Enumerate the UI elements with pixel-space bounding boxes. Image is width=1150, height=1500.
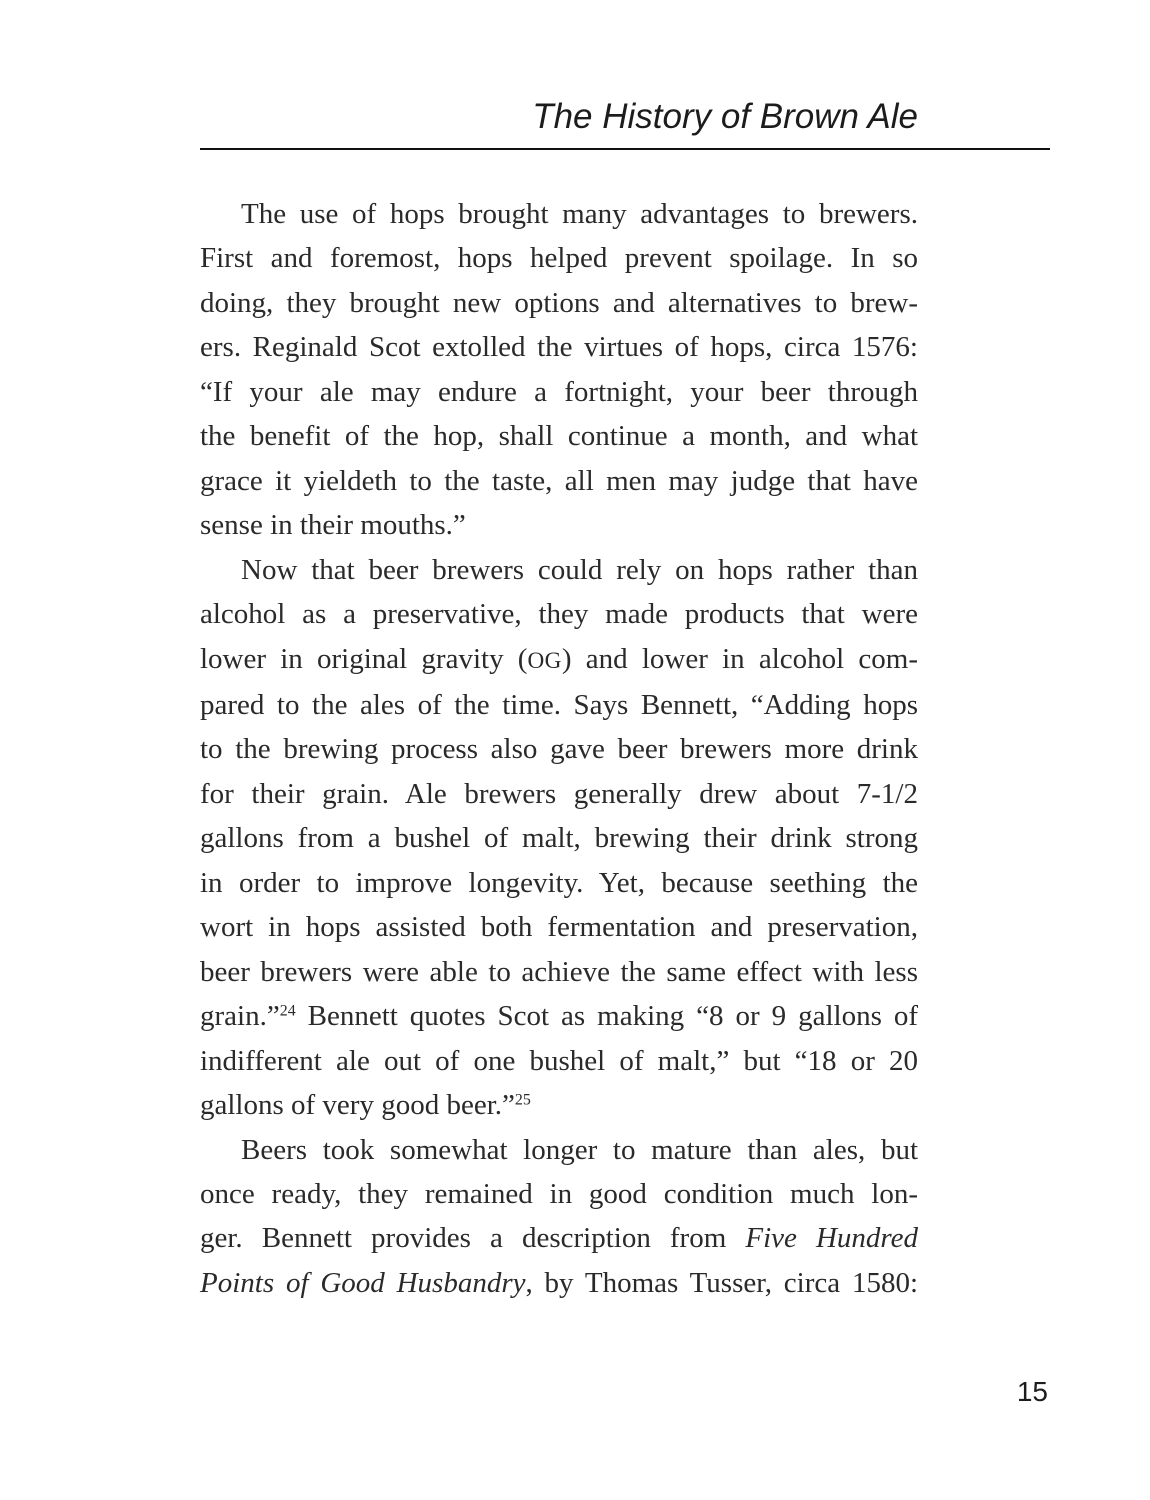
running-head: The History of Brown Ale: [532, 97, 918, 136]
text-line: ers. Reginald Scot extolled the virtues of hops, circa 1576:: [200, 331, 918, 364]
text-line: once ready, they remained in good condition much lon-: [200, 1177, 918, 1210]
text-line: in order to improve longevity. Yet, because seething the: [200, 866, 918, 899]
text-line: the benefit of the hop, shall continue a month, and what: [200, 420, 918, 453]
text-line: [200, 1083, 918, 1127]
text-line: [200, 994, 918, 1038]
text-run: ger. Bennett provides a description from: [200, 1222, 746, 1255]
text-line: Now that beer brewers could rely on hops rather than: [241, 553, 918, 586]
page-number: 15: [1016, 1376, 1048, 1407]
body-text: [200, 192, 918, 1305]
text-line: for their grain. Ale brewers generally drew about 7-1/2: [200, 777, 918, 810]
footnote-ref: 24: [279, 1002, 296, 1020]
paragraph: [200, 1128, 918, 1306]
text-line: First and foremost, hops helped prevent spoilage. In so: [200, 242, 918, 275]
text-line: indifferent ale out of one bushel of malt,” but “18 or 20: [200, 1044, 918, 1077]
text-line: sense in their mouths.”: [200, 509, 466, 542]
text-line: wort in hops assisted both fermentation and preservation,: [200, 911, 918, 944]
header-rule: [200, 148, 1050, 150]
text-line: gallons from a bushel of malt, brewing their drink strong: [200, 822, 918, 855]
text-line: [200, 637, 918, 683]
paragraph: [200, 192, 918, 548]
book-title-italic: Five Hundred: [745, 1222, 918, 1255]
text-line: beer brewers were able to achieve the same effect with less: [200, 955, 918, 988]
text-run: grain.”: [200, 1000, 280, 1033]
paragraph: [200, 548, 918, 1128]
text-run: ) and lower in alcohol com-: [561, 642, 919, 675]
text-line: doing, they brought new options and alternatives to brew-: [200, 286, 918, 319]
text-line: to the brewing process also gave beer brewers more drink: [200, 733, 918, 766]
text-line: [200, 1216, 918, 1260]
text-line: grace it yieldeth to the taste, all men may judge that have: [200, 464, 918, 497]
text-run: Bennett quotes Scot as making “8 or 9 gallons of: [295, 1000, 918, 1033]
text-line: [200, 1261, 918, 1305]
text-run: lower in original gravity (: [200, 642, 528, 675]
text-run: , by Thomas Tusser, circa 1580:: [525, 1266, 919, 1299]
text-line: The use of hops brought many advantages to brewers.: [241, 198, 918, 230]
abbreviation-small-caps: OG: [527, 647, 562, 674]
text-line: pared to the ales of the time. Says Bennett, “Adding hops: [200, 688, 918, 721]
book-title-italic: Points of Good Husbandry: [200, 1266, 526, 1299]
text-line: Beers took somewhat longer to mature than ales, but: [241, 1133, 918, 1166]
text-run: gallons of very good beer.”: [200, 1089, 515, 1122]
text-line: alcohol as a preservative, they made products that were: [200, 598, 918, 631]
text-line: “If your ale may endure a fortnight, your beer through: [200, 375, 918, 408]
footnote-ref: 25: [514, 1091, 531, 1109]
